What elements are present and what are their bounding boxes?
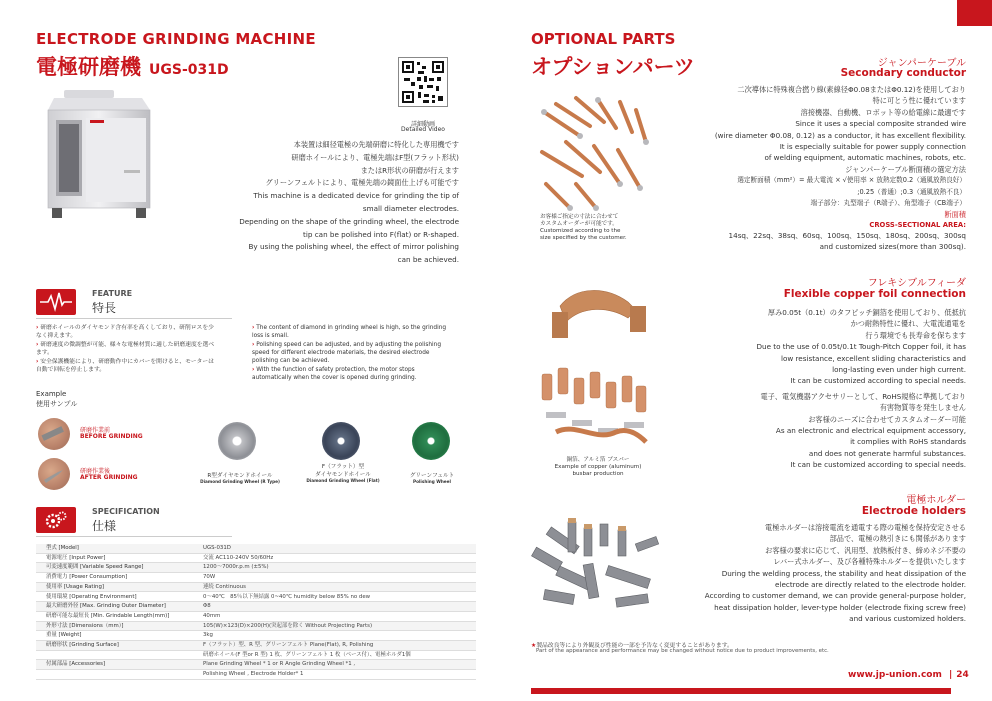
wheel-caption bbox=[290, 462, 396, 484]
copper-foil-image bbox=[536, 282, 660, 462]
spec-row bbox=[36, 563, 476, 573]
spec-row bbox=[36, 641, 476, 651]
text-line: 端子部分：丸型端子（R端子）、角型端子（CB端子） bbox=[810, 199, 966, 208]
spec-key: 使用環境 [Operating Environment] bbox=[46, 593, 137, 600]
electrode-holders-image bbox=[526, 514, 666, 626]
caption-line: Example of copper (aluminum) bbox=[554, 464, 642, 470]
section2-title-en: Flexible copper foil connection bbox=[783, 288, 966, 300]
text-line: ジャンパーケーブル断面積の選定方法 bbox=[845, 164, 966, 174]
text-line: and does not generate harmful substances. bbox=[808, 448, 966, 458]
before-label-en: BEFORE GRINDING bbox=[80, 433, 143, 440]
section1-title-en: Secondary conductor bbox=[840, 67, 966, 79]
machine-title-jp bbox=[36, 51, 229, 81]
after-label-jp: 研磨作業後 bbox=[80, 468, 111, 475]
jumper-cable-image bbox=[536, 92, 658, 212]
text-line: and various customized holders. bbox=[849, 614, 966, 624]
feature-divider bbox=[36, 318, 232, 319]
area-values: and customized sizes(more than 300sq). bbox=[819, 242, 966, 252]
intro-line: This machine is a dedicated device for grinding the tip of bbox=[253, 191, 459, 201]
website-url-text[interactable]: www.jp-union.com bbox=[848, 670, 942, 680]
spec-row bbox=[36, 612, 476, 622]
r-type-diamond-wheel-image bbox=[218, 422, 256, 460]
website-url[interactable] bbox=[848, 670, 969, 680]
text-line: かつ耐熱特性に優れ、大電流通電を bbox=[850, 319, 966, 329]
spec-row bbox=[36, 670, 476, 680]
section1-title-jp: ジャンパーケーブル bbox=[877, 58, 966, 69]
after-label-en: AFTER GRINDING bbox=[80, 474, 138, 481]
spec-value: 1200～7000r.p.m (±5%) bbox=[203, 564, 269, 571]
text-line: お客様のニーズに合わせてカスタムオーダー可能 bbox=[808, 414, 966, 424]
spec-row bbox=[36, 573, 476, 583]
text-line: It is especially suitable for power supply connection bbox=[779, 142, 966, 152]
section3-text bbox=[666, 522, 966, 625]
section2-title-jp: フレキシブルフィーダ bbox=[867, 278, 966, 289]
optional-heading: OPTIONAL PARTS bbox=[531, 30, 676, 48]
machine-heading: ELECTRODE GRINDING MACHINE bbox=[36, 30, 316, 48]
footnote-jp-text: 製品改良等により外観及び性能の一部を予告なく変更することがあります。 bbox=[536, 643, 733, 649]
feature-item-text: With the function of safety protection, the motor stops automatically when the cover is opened during grinding. bbox=[252, 367, 417, 381]
intro-line: By using the polishing wheel, the effect of mirror polishing bbox=[248, 242, 459, 252]
spec-value: 3kg bbox=[203, 632, 213, 639]
intro-line: small diameter electrodes. bbox=[362, 203, 459, 213]
wheel-caption-jp: R型ダイヤモンドホイール bbox=[207, 473, 273, 479]
text-line: 部品で、電極の熱引きにも関係があります bbox=[829, 534, 966, 544]
caption-line: お客様ご指定の寸法に合わせて bbox=[540, 214, 619, 220]
feature-item: › Polishing speed can be adjusted, and by adjusting the polishing speed for different electrode materials, the desired electrode polishing can be achieved. bbox=[252, 342, 442, 364]
text-line: of welding equipment, automatic machines, robots, etc. bbox=[764, 153, 966, 163]
spec-heading-jp: 仕様 bbox=[92, 519, 117, 533]
spec-divider bbox=[36, 536, 232, 537]
text-line: During the welding process, the stability and heat dissipation of the bbox=[721, 568, 966, 578]
feature-item-text: Polishing speed can be adjusted, and by adjusting the polishing speed for different electrode materials, the desired electrode polishing can be achieved. bbox=[252, 342, 442, 364]
grinding-machine-image bbox=[42, 88, 154, 222]
page-number: 24 bbox=[956, 670, 969, 680]
text-line: electrode are directly related to the electrode holder. bbox=[775, 580, 966, 590]
section1-caption bbox=[540, 214, 652, 242]
text-line: レバー式ホルダー、及び各種特殊ホルダーを提供いたします bbox=[773, 557, 966, 567]
spec-value: 交流 AC110-240V 50/60Hz bbox=[203, 554, 274, 561]
spec-value: 連続 Continuous bbox=[203, 583, 246, 590]
spec-key: 電源電圧 [Input Power] bbox=[46, 554, 106, 561]
text-line: 選定断面積（mm²）= 最大電流 × √使用率 × 放熱定数0.2（通風放熱良好） bbox=[737, 176, 966, 185]
section3-title-en: Electrode holders bbox=[861, 505, 966, 517]
area-values: 14sq、22sq、38sq、60sq、100sq、150sq、180sq、200sq、300sq bbox=[728, 230, 966, 240]
spec-key: 外形寸法 [Dimensions（mm）] bbox=[46, 622, 124, 629]
section1-text bbox=[636, 84, 966, 253]
spec-value: UGS-031D bbox=[203, 545, 231, 551]
qr-label-jp: 詳細動画 bbox=[410, 121, 435, 128]
text-line: It can be customized according to special needs. bbox=[790, 460, 966, 470]
spec-value: 105(W)×123(D)×200(H)(突起部を除く Without Projecting Parts) bbox=[203, 622, 373, 629]
intro-line: 本装置は細径電極の先端研磨に特化した専用機です bbox=[293, 140, 459, 149]
url-separator: | bbox=[949, 670, 953, 680]
spec-heading-en: SPECIFICATION bbox=[92, 507, 160, 516]
text-line: It can be customized according to special needs. bbox=[790, 376, 966, 386]
section2-caption bbox=[536, 457, 660, 478]
intro-text bbox=[199, 139, 459, 267]
spec-value: 研磨ホイール(F 型or R 型) 1 枚、グリーンフェルト 1 枚（ベース付）、電極ホルダ1個 bbox=[203, 651, 411, 658]
flat-diamond-wheel-image bbox=[322, 422, 360, 460]
spec-key: 研磨形状 [Grinding Surface] bbox=[46, 642, 119, 648]
text-line: (wire diameter Φ0.08, 0.12) as a conductor, it has excellent flexibility. bbox=[714, 130, 966, 140]
feature-heading-en: FEATURE bbox=[92, 289, 133, 298]
spec-key: 付属部品 [Accessories] bbox=[46, 661, 106, 668]
spec-value: 0～40℃ 85％以下無結露 0~40℃ humidity below 85% no dew bbox=[203, 593, 371, 600]
electrode-before-image bbox=[38, 418, 70, 450]
caption-line: Customized according to the bbox=[540, 228, 621, 234]
feature-item: › 研磨ホイールのダイヤモンド含有率を高くしており、研削ロスを少なく抑えます。 bbox=[36, 325, 214, 339]
electrode-after-image bbox=[38, 458, 70, 490]
spec-key: 使用率 [Usage Rating] bbox=[46, 583, 104, 590]
footnote-jp: ★製品改良等により外観及び性能の一部を予告なく変更することがあります。 bbox=[531, 643, 733, 649]
intro-line: 研磨ホイールにより、電極先端はF型(フラット形状) bbox=[291, 152, 459, 162]
text-line: 電子、電気機器アクセサリーとして、RoHS規格に準拠しており bbox=[760, 391, 966, 401]
section3-title-jp: 電極ホルダー bbox=[906, 495, 966, 506]
spec-value: Polishing Wheel , Electrode Holder* 1 bbox=[203, 671, 304, 678]
section2-text bbox=[636, 307, 966, 471]
feature-list-en bbox=[252, 324, 448, 382]
feature-item-text: 研磨速度の微調整が可能、様々な電極材質に適した研磨速度を選べます。 bbox=[36, 342, 215, 356]
feature-list-jp bbox=[36, 324, 218, 374]
text-line: 行う環境でも長寿命を保ちます bbox=[865, 330, 966, 340]
corner-accent-bar bbox=[957, 0, 992, 26]
area-label-en: CROSS-SECTIONAL AREA: bbox=[869, 220, 966, 229]
qr-code[interactable] bbox=[398, 57, 448, 107]
spec-row bbox=[36, 554, 476, 564]
spec-value: 70W bbox=[203, 574, 216, 581]
wheel-caption-en: Polishing Wheel bbox=[413, 479, 451, 484]
spec-row bbox=[36, 593, 476, 603]
text-line: According to customer demand, we can provide general-purpose holder, bbox=[704, 591, 966, 601]
wheel-caption-jp: F（フラット）型 bbox=[321, 464, 365, 470]
spec-value: 40mm bbox=[203, 612, 221, 619]
text-line: 厚み0.05t（0.1t）のタフピッチ銅箔を使用しており、低抵抗 bbox=[767, 308, 966, 317]
spec-key: 研磨可能な最短長 [Min. Grindable Length(mm)] bbox=[46, 612, 170, 619]
example-heading-jp: 使用サンプル bbox=[36, 400, 78, 408]
text-line: 有害物質等を発生しません bbox=[879, 403, 966, 413]
wheel-caption-en: Diamond Grinding Wheel (Flat) bbox=[306, 478, 380, 483]
gears-icon bbox=[36, 507, 76, 533]
intro-line: tip can be polished into F(flat) or R-shaped. bbox=[303, 229, 459, 239]
spec-value: Φ8 bbox=[203, 603, 211, 610]
feature-item-text: The content of diamond in grinding wheel is high, so the grinding loss is small. bbox=[252, 325, 447, 339]
spec-key: 最大研磨外径 [Max. Grinding Outer Diameter] bbox=[46, 603, 166, 610]
text-line: 特に可とう性に優れています bbox=[872, 96, 966, 106]
intro-line: またはR形状の研磨が行えます bbox=[360, 165, 459, 175]
spec-row bbox=[36, 651, 476, 661]
model-number: UGS-031D bbox=[149, 62, 229, 78]
spec-key: 可変速度範囲 [Variable Speed Range] bbox=[46, 564, 144, 571]
text-line: As an electronic and electrical equipment accessory, bbox=[775, 426, 966, 436]
feature-item-text: 安全保護機能により、研磨動作中にカバーを開けると、モーターは自動で回転を停止します。 bbox=[36, 359, 214, 373]
spec-row bbox=[36, 660, 476, 670]
text-line: 溶接機器、自動機、ロボット等の給電線に最適です bbox=[800, 107, 966, 117]
spec-row bbox=[36, 622, 476, 632]
text-line: 二次導体に特殊複合撚り線(素線径Φ0.08またはΦ0.12)を使用しており bbox=[737, 85, 966, 94]
intro-line: グリーンフェルトにより、電極先端の鏡面仕上げも可能です bbox=[265, 178, 459, 188]
spec-key: 消費電力 [Power Consumption] bbox=[46, 574, 128, 581]
text-line: お客様の要求に応じて、汎用型、放熱板付き、締めネジ不要の bbox=[765, 545, 966, 555]
spec-row bbox=[36, 583, 476, 593]
area-label-jp: 断面積 bbox=[944, 210, 966, 220]
feature-heading-jp: 特長 bbox=[92, 301, 117, 315]
feature-item: › The content of diamond in grinding wheel is high, so the grinding loss is small. bbox=[252, 325, 447, 339]
spec-row bbox=[36, 544, 476, 554]
optional-title-jp: オプションパーツ bbox=[531, 54, 695, 79]
machine-title-jp-text: 電極研磨機 bbox=[36, 54, 141, 79]
text-line: ;0.25（普通）;0.3（通風放熱不良） bbox=[857, 187, 966, 196]
intro-line: can be achieved. bbox=[397, 255, 459, 265]
text-line: heat dissipation holder, lever-type holder (electrode fixing screw free) bbox=[714, 602, 966, 612]
caption-line: size specified by the customer. bbox=[540, 235, 627, 241]
example-heading-en: Example bbox=[36, 390, 67, 398]
before-label-jp: 研磨作業前 bbox=[80, 427, 111, 434]
spec-row bbox=[36, 631, 476, 641]
wheel-caption bbox=[190, 471, 290, 485]
pulse-icon bbox=[36, 289, 76, 315]
caption-line: busbar production bbox=[572, 471, 624, 477]
green-felt-wheel-image bbox=[412, 422, 450, 460]
caption-line: カスタムオーダーが可能です。 bbox=[540, 221, 618, 227]
text-line: long-lasting even under high current. bbox=[832, 365, 966, 375]
footer-red-line bbox=[531, 688, 951, 694]
wheel-caption-en: Diamond Grinding Wheel (R Type) bbox=[200, 479, 280, 484]
text-line: Due to the use of 0.05t/0.1t Tough-Pitch Copper foil, it has bbox=[756, 342, 966, 352]
text-line: 電極ホルダーは溶接電流を通電する際の電極を保持安定させる bbox=[765, 523, 966, 532]
text-line: Since it uses a special composite stranded wire bbox=[795, 119, 966, 129]
qr-label-en: Detailed Video bbox=[401, 126, 445, 133]
spec-key: 重量 [Weight] bbox=[46, 632, 82, 639]
feature-item: › 研磨速度の微調整が可能、様々な電極材質に適した研磨速度を選べます。 bbox=[36, 342, 215, 356]
intro-line: Depending on the shape of the grinding wheel, the electrode bbox=[239, 216, 459, 226]
spec-row bbox=[36, 602, 476, 612]
footnote-en: Part of the appearance and performance may be changed without notice due to product improvements, etc. bbox=[536, 648, 829, 654]
spec-value: F（フラット）型、R 型、グリーンフェルト Plane(Flat), R, Polishing bbox=[203, 642, 374, 648]
feature-item-text: 研磨ホイールのダイヤモンド含有率を高くしており、研削ロスを少なく抑えます。 bbox=[36, 325, 214, 339]
wheel-caption-jp2: ダイヤモンドホイール bbox=[315, 472, 371, 478]
feature-item: › With the function of safety protection, the motor stops automatically when the cover is opened during grinding. bbox=[252, 367, 417, 381]
feature-item: › 安全保護機能により、研磨動作中にカバーを開けると、モーターは自動で回転を停止します。 bbox=[36, 359, 214, 373]
spec-value: Plane Grinding Wheel * 1 or R Angle Grinding Wheel *1 , bbox=[203, 661, 356, 668]
wheel-caption bbox=[392, 471, 472, 485]
wheel-caption-jp: グリーンフェルト bbox=[409, 473, 455, 479]
text-line: it complies with RoHS standards bbox=[850, 437, 966, 447]
spec-key: 型式 [Model] bbox=[46, 545, 79, 551]
text-line: low resistance, excellent sliding characteristics and bbox=[780, 353, 966, 363]
caption-line: 銅箔、アルミ箔 ブスバー bbox=[566, 457, 630, 463]
